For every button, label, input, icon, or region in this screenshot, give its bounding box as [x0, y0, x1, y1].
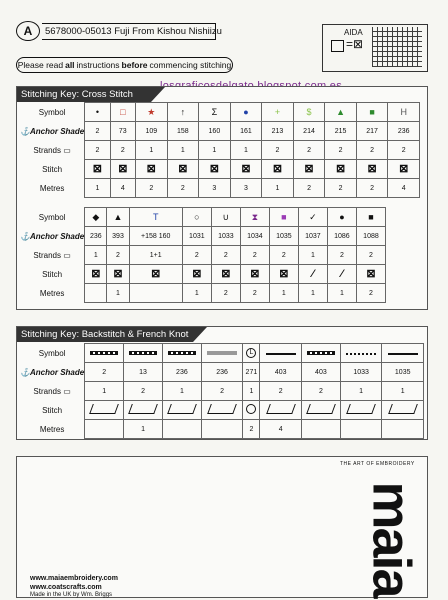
- stitch-cell: [124, 401, 163, 420]
- cross-stitch-icon: ⊠: [136, 160, 168, 179]
- strands-cell: 1: [340, 382, 382, 401]
- symbol-cell: •: [85, 103, 110, 122]
- stitch-cell: [382, 401, 424, 420]
- metres-cell: 4: [388, 179, 420, 198]
- cross-stitch-icon: ⊠: [199, 160, 231, 179]
- brand-logo: maia: [361, 481, 422, 597]
- shade-cell: 1035: [382, 363, 424, 382]
- metres-cell: 1: [124, 420, 163, 439]
- strands-cell: 2: [356, 141, 388, 160]
- stitch-cell: [201, 401, 243, 420]
- symbol-cell: ■: [356, 208, 385, 227]
- french-knot-icon: L: [246, 348, 256, 358]
- stitch-cell: [340, 401, 382, 420]
- cross-stitch-icon: ⊠: [85, 160, 110, 179]
- symbol-cell: +: [262, 103, 294, 122]
- row-label-stitch: Stitch: [42, 164, 63, 174]
- symbol-cell: ■: [269, 208, 298, 227]
- cross-stitch-table-2: [20, 207, 386, 303]
- shade-cell: 1088: [356, 227, 385, 246]
- row-label-stitch: Stitch: [42, 405, 63, 415]
- metres-cell: 1: [85, 179, 110, 198]
- french-knot-stitch-icon: [246, 404, 256, 414]
- backstitch-line-icon: [346, 353, 376, 355]
- metres-cell: 1: [298, 284, 327, 303]
- shade-cell: 271: [243, 363, 260, 382]
- stitch-cell: [162, 401, 201, 420]
- metres-cell: 3: [230, 179, 262, 198]
- row-label-metres: Metres: [39, 424, 65, 434]
- strands-cell: 2: [356, 246, 385, 265]
- cross-stitch-icon: ⊠: [325, 160, 357, 179]
- symbol-cell: ✓: [298, 208, 327, 227]
- strands-cell: 2: [260, 382, 302, 401]
- strands-cell: 2: [262, 141, 294, 160]
- row-label-strands: Strands ▭: [33, 250, 71, 260]
- row-label-stitch: Stitch: [42, 269, 63, 279]
- stitch-cell: [243, 401, 260, 420]
- strands-cell: 2: [325, 141, 357, 160]
- strands-cell: 1: [136, 141, 168, 160]
- backstitch-icon: [89, 404, 119, 414]
- backstitch-icon: [167, 404, 197, 414]
- symbol-cell: [340, 344, 382, 363]
- metres-cell: 2: [211, 284, 240, 303]
- strands-cell: 1: [298, 246, 327, 265]
- strands-cell: 1+1: [129, 246, 182, 265]
- symbol-cell: [85, 344, 124, 363]
- website-links: [30, 574, 118, 592]
- strands-cell: 2: [85, 141, 110, 160]
- strands-cell: 1: [85, 382, 124, 401]
- backstitch-icon: [306, 404, 336, 414]
- brand-tagline: THE ART OF EMBROIDERY: [340, 461, 415, 467]
- symbol-cell: T: [129, 208, 182, 227]
- shade-cell: 214: [293, 122, 325, 141]
- metres-cell: 1: [182, 284, 211, 303]
- backstitch-line-icon: [207, 351, 237, 355]
- shade-cell: 161: [230, 122, 262, 141]
- aida-label: AIDA: [344, 28, 363, 37]
- backstitch-title: Stitching Key: Backstitch & French Knot: [17, 327, 193, 342]
- backstitch-icon: [207, 404, 237, 414]
- shade-cell: 1086: [327, 227, 356, 246]
- strands-cell: 2: [293, 141, 325, 160]
- shade-cell: 403: [260, 363, 302, 382]
- strands-cell: 2: [301, 382, 340, 401]
- symbol-cell: ▲: [325, 103, 357, 122]
- symbol-cell: [243, 344, 260, 363]
- cross-stitch-icon: ⊠: [262, 160, 294, 179]
- made-in-note: Made in the UK by Wm. Briggs: [30, 592, 113, 598]
- symbol-cell: [260, 344, 302, 363]
- strands-cell: 2: [211, 246, 240, 265]
- instruction-notice: Please read all instructions before commencing stitching: [16, 57, 233, 73]
- shade-cell: 2: [85, 363, 124, 382]
- metres-cell: 2: [167, 179, 199, 198]
- shade-cell: 158: [167, 122, 199, 141]
- shade-cell: 393: [107, 227, 129, 246]
- symbol-cell: ◆: [85, 208, 107, 227]
- shade-cell: 1033: [340, 363, 382, 382]
- shade-cell: 217: [356, 122, 388, 141]
- shade-cell: 1033: [211, 227, 240, 246]
- shade-cell: 236: [388, 122, 420, 141]
- metres-cell: [129, 284, 182, 303]
- row-label-strands: Strands ▭: [33, 145, 71, 155]
- stitch-icon: ⊠: [240, 265, 269, 284]
- shade-cell: 236: [162, 363, 201, 382]
- row-label-symbol: Symbol: [38, 348, 66, 358]
- strands-cell: 1: [243, 382, 260, 401]
- backstitch-line-icon: [307, 351, 335, 355]
- backstitch-line-icon: [168, 351, 196, 355]
- metres-cell: [85, 420, 124, 439]
- backstitch-icon: [266, 404, 296, 414]
- symbol-cell: ■: [356, 103, 388, 122]
- cross-stitch-table-1: [20, 102, 420, 198]
- symbol-cell: ∪: [211, 208, 240, 227]
- symbol-cell: ⧗: [240, 208, 269, 227]
- shade-cell: 403: [301, 363, 340, 382]
- cross-stitch-icon: ⊠: [293, 160, 325, 179]
- symbol-cell: ▲: [107, 208, 129, 227]
- metres-cell: 1: [107, 284, 129, 303]
- metres-cell: [382, 420, 424, 439]
- aida-mark: =⊠: [346, 37, 364, 51]
- symbol-cell: ↑: [167, 103, 199, 122]
- symbol-cell: ●: [327, 208, 356, 227]
- stitch-cell: [85, 401, 124, 420]
- row-label-metres: Metres: [39, 288, 65, 298]
- backstitch-line-icon: [388, 353, 418, 355]
- stitch-icon: ⁄: [327, 265, 356, 284]
- shade-cell: 160: [199, 122, 231, 141]
- row-label-shade: ⚓Anchor Shade: [20, 126, 85, 136]
- metres-cell: 2: [240, 284, 269, 303]
- metres-cell: 1: [262, 179, 294, 198]
- aida-square-icon: [331, 40, 344, 52]
- symbol-cell: ●: [230, 103, 262, 122]
- stitch-icon: ⊠: [182, 265, 211, 284]
- product-code: 5678000-05013 Fuji From Kishou Nishiizu: [42, 23, 216, 40]
- row-label-shade: ⚓Anchor Shade: [20, 231, 85, 241]
- website-link-coats[interactable]: www.coatscrafts.com: [30, 584, 102, 591]
- metres-cell: 2: [136, 179, 168, 198]
- stitch-icon: ⊠: [107, 265, 129, 284]
- backstitch-table: [20, 343, 424, 439]
- shade-cell: 213: [262, 122, 294, 141]
- shade-cell: 13: [124, 363, 163, 382]
- backstitch-line-icon: [90, 351, 118, 355]
- metres-cell: 4: [110, 179, 135, 198]
- symbol-cell: $: [293, 103, 325, 122]
- strands-cell: 2: [124, 382, 163, 401]
- backstitch-line-icon: [129, 351, 157, 355]
- backstitch-icon: [346, 404, 376, 414]
- metres-cell: [201, 420, 243, 439]
- symbol-cell: H: [388, 103, 420, 122]
- symbol-cell: [162, 344, 201, 363]
- shade-cell: 73: [110, 122, 135, 141]
- metres-cell: 2: [356, 179, 388, 198]
- strands-cell: 2: [182, 246, 211, 265]
- backstitch-icon: [128, 404, 158, 414]
- metres-cell: [301, 420, 340, 439]
- stitch-icon: ⊠: [356, 265, 385, 284]
- backstitch-icon: [388, 404, 418, 414]
- metres-cell: 1: [269, 284, 298, 303]
- strands-cell: 2: [269, 246, 298, 265]
- strands-cell: 1: [382, 382, 424, 401]
- strands-cell: 2: [240, 246, 269, 265]
- symbol-cell: Σ: [199, 103, 231, 122]
- metres-cell: 2: [356, 284, 385, 303]
- strands-cell: 1: [162, 382, 201, 401]
- row-label-metres: Metres: [39, 183, 65, 193]
- website-link-maia[interactable]: www.maiaembroidery.com: [30, 575, 118, 582]
- shade-cell: 1035: [269, 227, 298, 246]
- symbol-cell: ★: [136, 103, 168, 122]
- shade-cell: 215: [325, 122, 357, 141]
- symbol-cell: [301, 344, 340, 363]
- shade-cell: 2: [85, 122, 110, 141]
- row-label-strands: Strands ▭: [33, 386, 71, 396]
- strands-cell: 1: [230, 141, 262, 160]
- metres-cell: 2: [325, 179, 357, 198]
- shade-cell: 236: [201, 363, 243, 382]
- metres-cell: 2: [243, 420, 260, 439]
- shade-cell: 109: [136, 122, 168, 141]
- metres-cell: 2: [293, 179, 325, 198]
- cross-stitch-icon: ⊠: [110, 160, 135, 179]
- stitch-cell: [301, 401, 340, 420]
- metres-cell: [340, 420, 382, 439]
- symbol-cell: [124, 344, 163, 363]
- strands-cell: 2: [388, 141, 420, 160]
- shade-cell: 1034: [240, 227, 269, 246]
- backstitch-line-icon: [266, 353, 296, 355]
- stitch-icon: ⊠: [129, 265, 182, 284]
- stitch-icon: ⁄: [298, 265, 327, 284]
- stitch-cell: [260, 401, 302, 420]
- aida-grid-icon: [372, 27, 422, 67]
- cross-stitch-title: Stitching Key: Cross Stitch: [17, 87, 151, 102]
- metres-cell: [85, 284, 107, 303]
- row-label-shade: ⚓Anchor Shade: [20, 367, 85, 377]
- symbol-cell: [382, 344, 424, 363]
- strands-cell: 2: [201, 382, 243, 401]
- strands-cell: 2: [327, 246, 356, 265]
- shade-cell: 1031: [182, 227, 211, 246]
- row-label-symbol: Symbol: [38, 107, 66, 117]
- metres-cell: 3: [199, 179, 231, 198]
- strands-cell: 1: [167, 141, 199, 160]
- cross-stitch-icon: ⊠: [388, 160, 420, 179]
- symbol-cell: □: [110, 103, 135, 122]
- shade-cell: +158 160: [129, 227, 182, 246]
- strands-cell: 1: [199, 141, 231, 160]
- shade-cell: 236: [85, 227, 107, 246]
- cross-stitch-icon: ⊠: [230, 160, 262, 179]
- symbol-cell: [201, 344, 243, 363]
- stitch-icon: ⊠: [85, 265, 107, 284]
- stitch-icon: ⊠: [211, 265, 240, 284]
- strands-cell: 1: [85, 246, 107, 265]
- shade-cell: 1037: [298, 227, 327, 246]
- strands-cell: 2: [110, 141, 135, 160]
- metres-cell: [162, 420, 201, 439]
- metres-cell: 4: [260, 420, 302, 439]
- row-label-symbol: Symbol: [38, 212, 66, 222]
- strands-cell: 2: [107, 246, 129, 265]
- section-badge: A: [16, 21, 40, 41]
- cross-stitch-icon: ⊠: [356, 160, 388, 179]
- cross-stitch-icon: ⊠: [167, 160, 199, 179]
- metres-cell: 1: [327, 284, 356, 303]
- stitch-icon: ⊠: [269, 265, 298, 284]
- symbol-cell: ○: [182, 208, 211, 227]
